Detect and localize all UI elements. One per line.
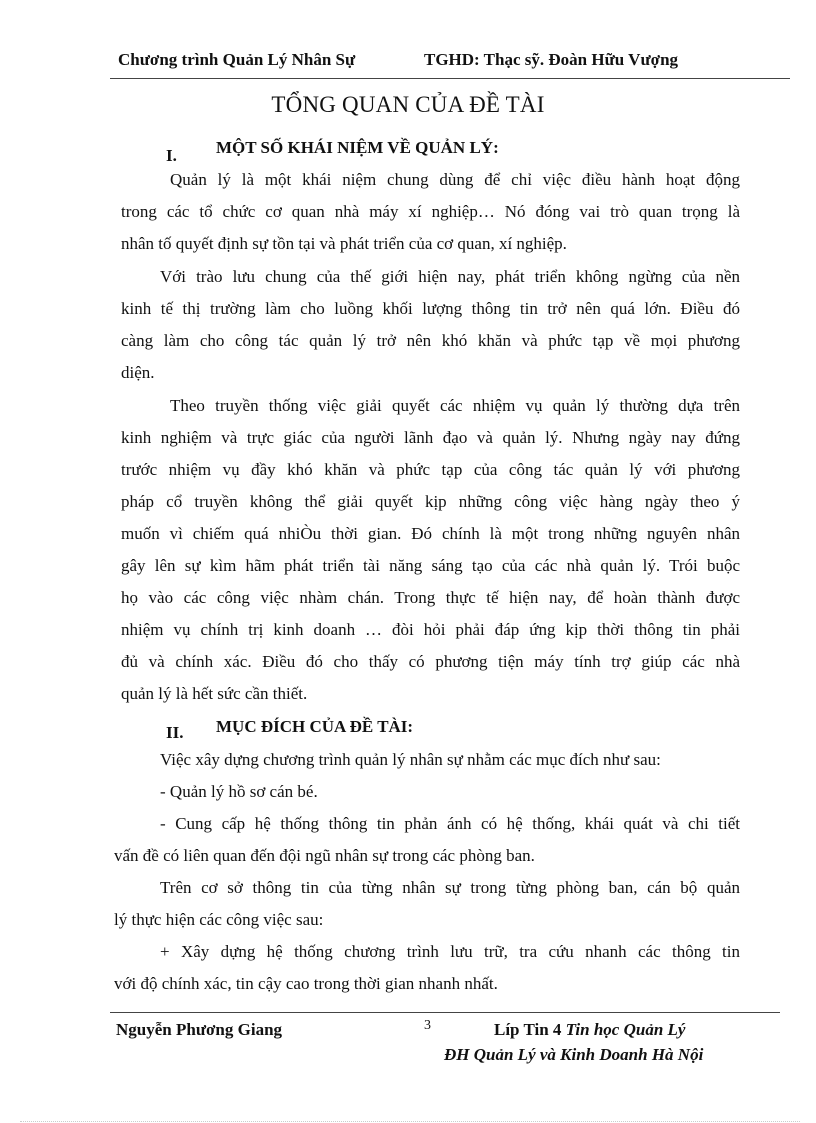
page-header: [110, 48, 790, 79]
body-line: - Quản lý hồ sơ cán bé.: [160, 782, 318, 801]
body-line: gây lên sự kìm hãm phát triển tài năng sáng tạo của các nhà quản lý. Trói buộc: [121, 556, 740, 575]
body-line: Trên cơ sở thông tin của từng nhân sự trong từng phòng ban, cán bộ quản: [160, 878, 740, 897]
body-line: vấn đề có liên quan đến đội ngũ nhân sự trong các phòng ban.: [114, 846, 535, 865]
header-advisor: TGHD: Thạc sỹ. Đoàn Hữu Vượng: [424, 50, 679, 69]
body-line: trước nhiệm vụ đầy khó khăn và phức tạp của công tác quản lý với phương: [121, 460, 740, 479]
body-line: họ vào các công việc nhàm chán. Trong thực tế hiện nay, để hoàn thành được: [121, 588, 740, 607]
body-line: kinh nghiệm và trực giác của người lãnh đạo và quản lý. Nhưng ngày nay đứng: [121, 428, 740, 447]
body-line: pháp cổ truyền không thể giải quyết kịp những công việc hàng ngày theo ý: [121, 492, 740, 511]
body-line: Việc xây dựng chương trình quản lý nhân sự nhằm các mục đích như sau:: [160, 750, 661, 769]
body-line: - Cung cấp hệ thống thông tin phản ánh có hệ thống, khái quát và chi tiết: [160, 814, 740, 833]
section-2-heading: MỤC ĐÍCH CỦA ĐỀ TÀI:: [216, 717, 414, 736]
body-line: Quản lý là một khái niệm chung dùng để chỉ việc điều hành hoạt động: [170, 170, 740, 189]
section-1-number: I.: [166, 146, 177, 165]
body-line: nhân tố quyết định sự tồn tại và phát triển của cơ quan, xí nghiệp.: [121, 234, 567, 253]
footer-school: ĐH Quản Lý và Kinh Doanh Hà Nội: [444, 1045, 704, 1064]
footer-page-number: 3: [424, 1018, 431, 1033]
footer-class-italic: Tin học Quản Lý: [565, 1020, 686, 1039]
section-2-number: II.: [166, 723, 184, 742]
body-line: lý thực hiện các công việc sau:: [114, 910, 324, 929]
section-1-heading: MỘT SỐ KHÁI NIỆM VỀ QUẢN LÝ:: [216, 138, 499, 157]
body-line: với độ chính xác, tin cậy cao trong thời gian nhanh nhất.: [114, 974, 498, 993]
body-line: đủ và chính xác. Điều đó cho thấy có phương tiện máy tính trợ giúp các nhà: [121, 652, 740, 671]
body-line: trong các tổ chức cơ quan nhà máy xí nghiệp… Nó đóng vai trò quan trọng là: [121, 202, 740, 221]
body-line: Với trào lưu chung của thế giới hiện nay, phát triển không ngừng của nền: [160, 267, 740, 286]
page-bottom-divider: [20, 1121, 800, 1122]
body-line: + Xây dựng hệ thống chương trình lưu trữ, tra cứu nhanh các thông tin: [160, 942, 740, 961]
body-line: kinh tế thị trường làm cho luồng khối lượng thông tin trở nên quá lớn. Điều đó: [121, 299, 740, 318]
body-line: quản lý là hết sức cần thiết.: [121, 684, 308, 703]
page-title: TỔNG QUAN CỦA ĐỀ TÀI: [271, 92, 545, 117]
body-line: diện.: [121, 363, 155, 382]
body-line: muốn vì chiếm quá nhiÒu thời gian. Đó chính là một trong những nguyên nhân: [121, 524, 740, 543]
body-line: nhiệm vụ chính trị kinh doanh … đòi hỏi phải đáp ứng kịp thời thông tin phải: [121, 620, 740, 639]
footer-class-prefix: Líp Tin 4: [494, 1020, 566, 1039]
body-line: càng làm cho công tác quản lý trở nên khó khăn và phức tạp về mọi phương: [121, 331, 740, 350]
footer-class: [494, 1020, 685, 1040]
body-line: Theo truyền thống việc giải quyết các nhiệm vụ quản lý thường dựa trên: [170, 396, 740, 415]
footer-author: Nguyễn Phương Giang: [116, 1020, 283, 1039]
footer-divider: [110, 1012, 780, 1013]
header-program-title: Chương trình Quản Lý Nhân Sự: [118, 50, 356, 69]
